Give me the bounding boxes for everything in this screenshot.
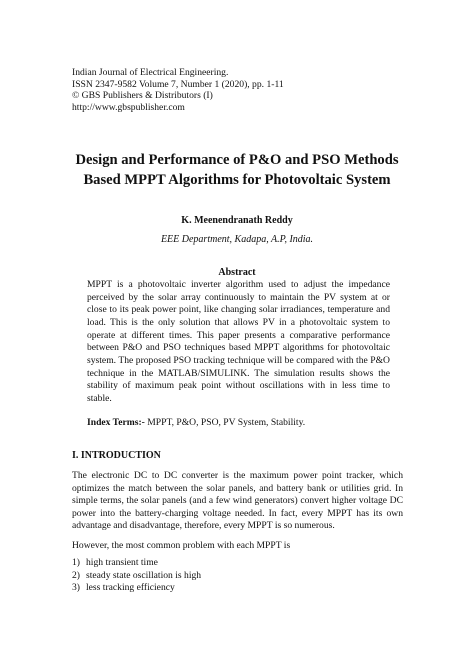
index-terms <box>87 417 390 429</box>
copyright-line: © GBS Publishers & Distributors (I) <box>72 90 213 101</box>
journal-header <box>72 67 284 113</box>
index-terms-label: Index Terms:- <box>87 417 145 428</box>
list-number: 2) <box>72 569 80 581</box>
paper-title <box>40 150 434 190</box>
list-text: steady state oscillation is high <box>86 569 202 581</box>
introduction-paragraph: The electronic DC to DC converter is the maximum power point tracker, which optimizes the match between the solar panels, and battery bank or utilities grid. In simple terms, the solar panels (and a few wind generators) convert higher voltage DC power into the battery-charging voltage needed. In fact, every MPPT has its own advantage and disadvantage, therefore, every MPPT is so numerous. <box>72 470 403 531</box>
list-item <box>72 570 201 583</box>
index-terms-text: MPPT, P&O, PSO, PV System, Stability. <box>144 417 306 428</box>
abstract-text: MPPT is a photovoltaic inverter algorithm used to adjust the impedance perceived by the solar array continuously to maintain the PV system at or close to its peak power point, like changing solar irradiances, temperature and load. This is the only solution that allows PV in a photovoltaic system to operate at different times. This paper presents a comparative performance between P&O and PSO techniques based MPPT algorithms for photovoltaic system. The proposed PSO tracking technique will be compared with the P&O technique in the MATLAB/SIMULINK. The simulation results shows the stability of maximum peak point without oscillations with in less time to stable. <box>87 279 390 404</box>
title-line-1: Design and Performance of P&O and PSO Methods <box>75 152 399 168</box>
author-name: K. Meenendranath Reddy <box>181 215 293 226</box>
publisher-url: http://www.gbspublisher.com <box>72 101 185 113</box>
list-item <box>72 582 201 595</box>
section-heading-introduction: I. INTRODUCTION <box>72 450 161 461</box>
introduction-lead-in: However, the most common problem with each MPPT is <box>72 540 291 551</box>
author-affiliation: EEE Department, Kadapa, A.P, India. <box>160 234 314 245</box>
list-number: 3) <box>72 582 80 593</box>
problem-list <box>72 557 201 595</box>
abstract-heading: Abstract <box>218 267 256 278</box>
list-item <box>72 557 201 570</box>
title-line-2: Based MPPT Algorithms for Photovoltaic System <box>83 172 391 188</box>
journal-name: Indian Journal of Electrical Engineering. <box>72 67 229 78</box>
issn-line: ISSN 2347-9582 Volume 7, Number 1 (2020), pp. 1-11 <box>72 78 284 90</box>
list-text: high transient time <box>86 557 158 568</box>
list-text: less tracking efficiency <box>86 582 175 593</box>
list-number: 1) <box>72 557 80 568</box>
